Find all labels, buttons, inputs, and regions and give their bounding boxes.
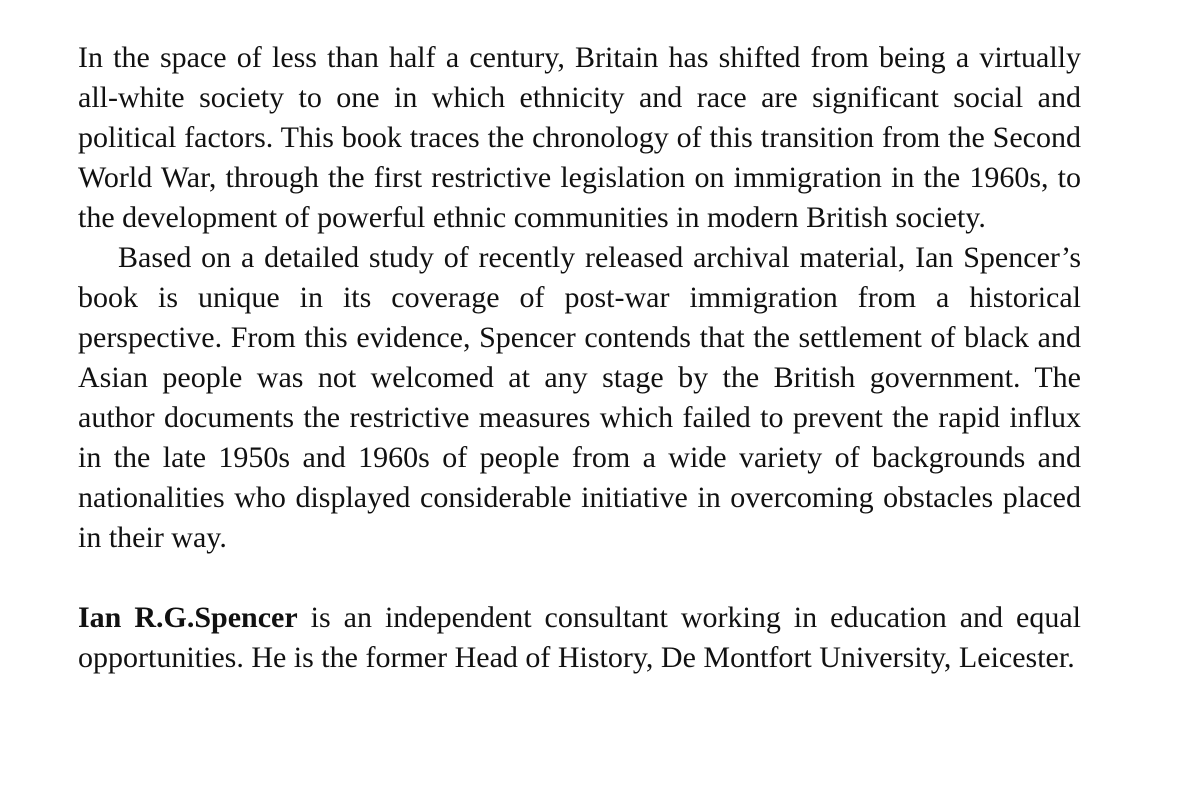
author-bio-paragraph [78, 598, 1081, 678]
book-blurb [78, 38, 1081, 558]
book-back-cover-text [78, 38, 1081, 678]
blurb-paragraph-2: Based on a detailed study of recently released archival material, Ian Spencer’s book is unique in its coverage of post-war immigration from a historical perspective. From this evidence, Spencer contends that the settlement of black and Asian people was not welcomed at any stage by the British government. The author documents the restrictive measures which failed to prevent the rapid influx in the late 1950s and 1960s of people from a wide variety of backgrounds and nationalities who displayed considerable initiative in overcoming obstacles placed in their way. [78, 241, 1081, 554]
author-bio [78, 598, 1081, 678]
author-bio-text: is an independent consultant working in education and equal opportunities. He is the former Head of History, De Montfort University, Leicester. [78, 601, 1081, 674]
blurb-paragraph-1: In the space of less than half a century, Britain has shifted from being a virtually all-white society to one in which ethnicity and race are significant social and political factors. This book traces the chronology of this transition from the Second World War, through the first restrictive legislation on immigration in the 1960s, to the development of powerful ethnic communities in modern British society. [78, 41, 1081, 234]
author-name: Ian R.G.Spencer [78, 601, 298, 634]
